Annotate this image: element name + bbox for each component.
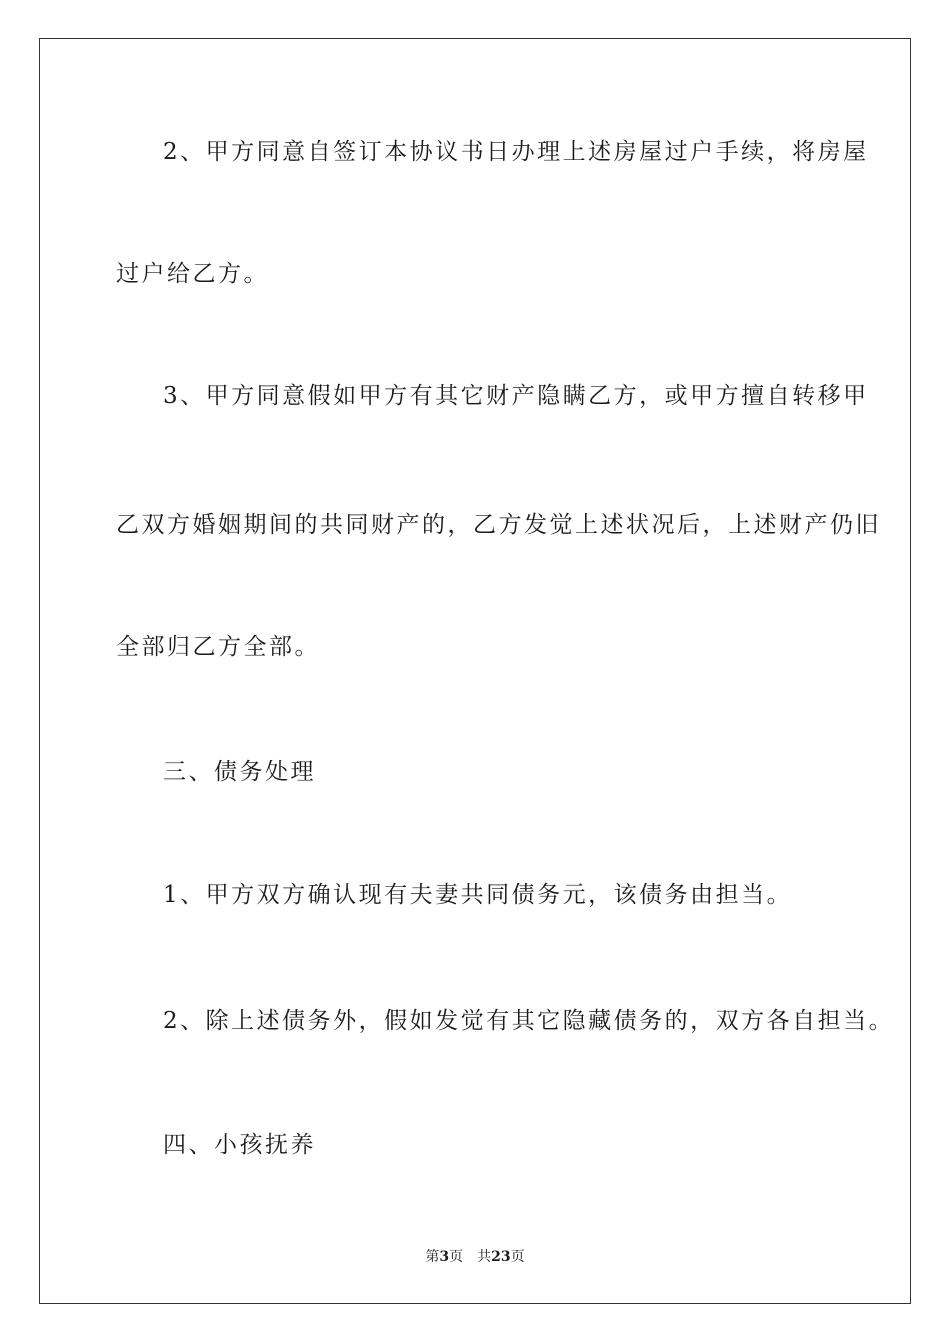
page-prefix: 第 bbox=[425, 1249, 440, 1265]
paragraph-line: 过户给乙方。 bbox=[116, 261, 269, 287]
paragraph-line: 2、除上述债务外，假如发觉有其它隐藏债务的，双方各自担当。 bbox=[163, 1008, 895, 1034]
section-heading: 三、债务处理 bbox=[163, 759, 316, 785]
paragraph-line: 1、甲方双方确认现有夫妻共同债务元，该债务由担当。 bbox=[163, 882, 793, 908]
page-total: 23 bbox=[491, 1249, 511, 1265]
paragraph-line: 全部归乙方全部。 bbox=[116, 634, 320, 660]
page-current: 3 bbox=[439, 1249, 450, 1265]
total-prefix: 共 bbox=[477, 1249, 492, 1265]
paragraph-line: 2、甲方同意自签订本协议书日办理上述房屋过户手续，将房屋 bbox=[163, 139, 869, 165]
page-number-footer bbox=[0, 1248, 950, 1266]
total-unit: 页 bbox=[510, 1249, 525, 1265]
paragraph-line: 乙双方婚姻期间的共同财产的，乙方发觉上述状况后，上述财产仍旧 bbox=[116, 512, 881, 538]
paragraph-line: 3、甲方同意假如甲方有其它财产隐瞒乙方，或甲方擅自转移甲 bbox=[163, 383, 869, 409]
page-frame bbox=[39, 38, 911, 1304]
section-heading: 四、小孩抚养 bbox=[163, 1132, 316, 1158]
page-unit: 页 bbox=[449, 1249, 464, 1265]
